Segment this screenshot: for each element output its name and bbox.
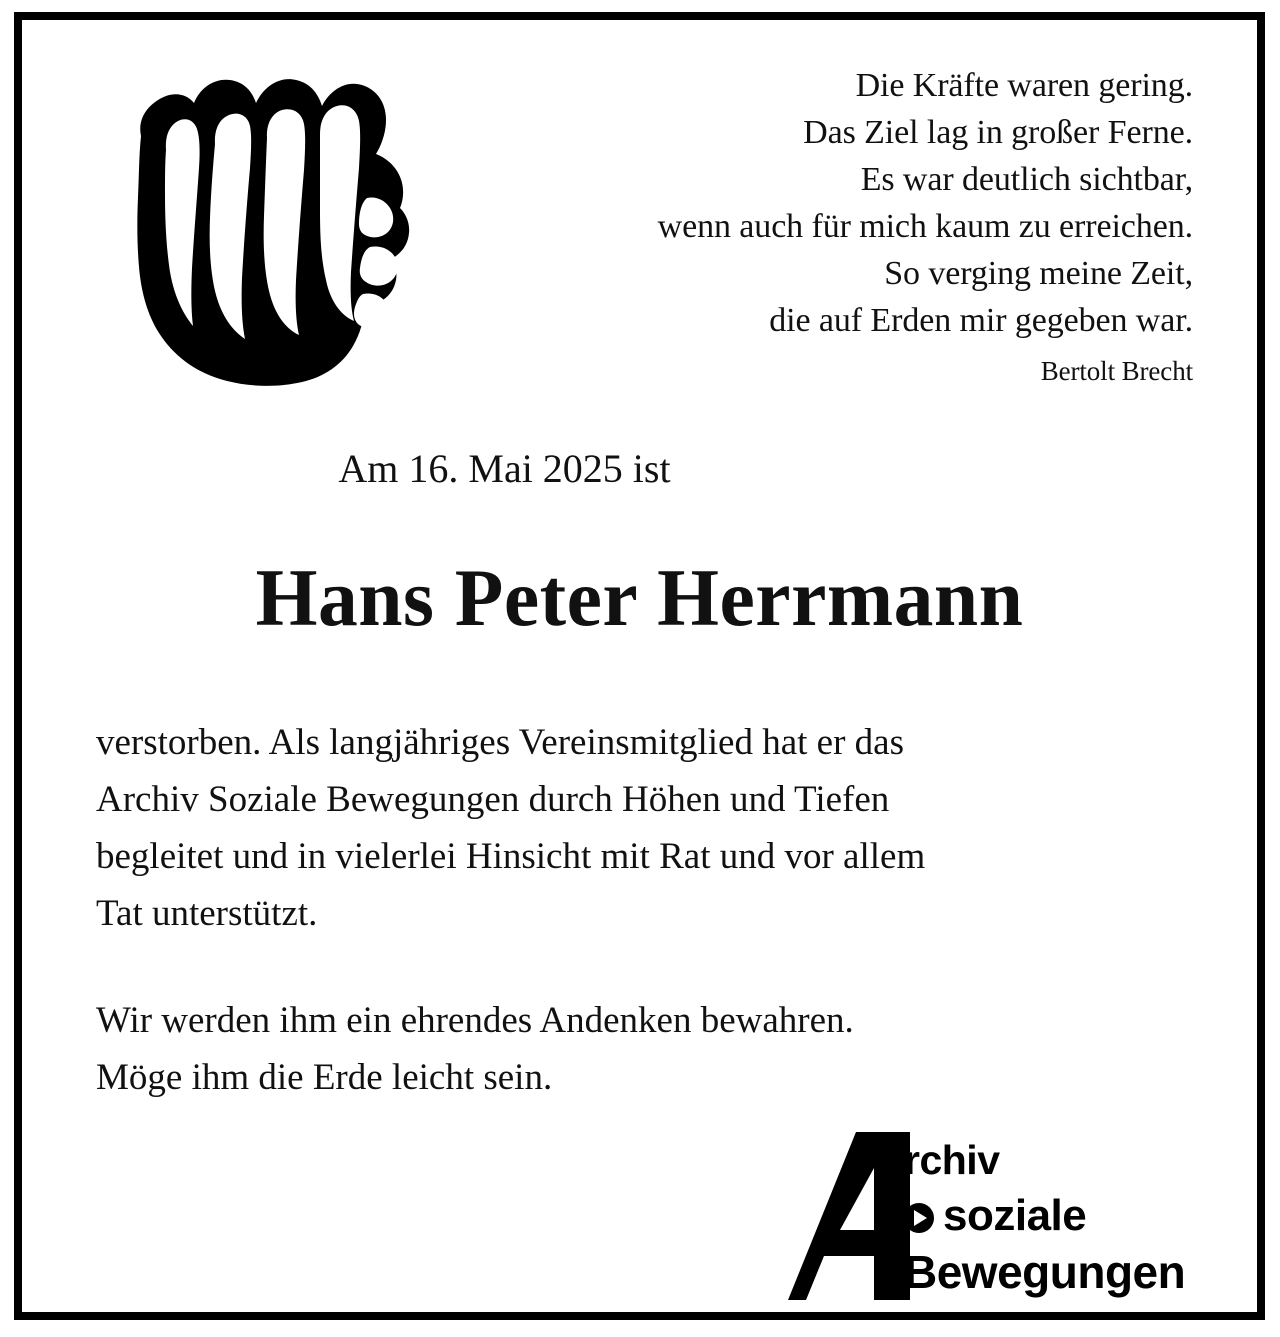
logo-line-soziale: [904, 1188, 1214, 1244]
deceased-name: Hans Peter Herrmann: [255, 552, 1024, 643]
raised-fist-icon: [114, 58, 434, 403]
notice-content: [22, 20, 1257, 1312]
logo-line-archiv: rchiv: [904, 1137, 1000, 1183]
body-line: Tat unterstützt.: [96, 893, 318, 934]
logo-wordmark: [904, 1132, 1214, 1300]
mourning-frame: [14, 12, 1265, 1320]
body-paragraph: [96, 714, 1196, 942]
body-line: Archiv Soziale Bewegungen durch Höhen und Tiefen: [96, 779, 890, 820]
poem-line: Die Kräfte waren gering.: [855, 67, 1193, 104]
logo-letter-a: [788, 1132, 910, 1300]
poem-line: So verging meine Zeit,: [884, 255, 1193, 292]
date-of-death-line: Am 16. Mai 2025 ist: [338, 446, 671, 491]
logo-line-soziale-label: soziale: [943, 1191, 1087, 1240]
body-line: begleitet und in vielerlei Hinsicht mit Rat und vor allem: [96, 836, 926, 877]
play-circle-icon: [904, 1191, 934, 1247]
body-line: Wir werden ihm ein ehrendes Andenken bewahren.: [96, 1000, 854, 1041]
body-line: verstorben. Als langjähriges Vereinsmitglied hat er das: [96, 722, 904, 763]
poem-quote: [493, 62, 1193, 388]
poem-line: wenn auch für mich kaum zu erreichen.: [657, 208, 1193, 245]
body-paragraph: [96, 992, 1196, 1106]
logo-line-bewegungen: Bewegungen: [904, 1246, 1186, 1298]
notice-body: [96, 714, 1196, 1106]
poem-line: die auf Erden mir gegeben war.: [769, 302, 1193, 339]
poem-line: Das Ziel lag in großer Ferne.: [803, 114, 1193, 151]
poem-author: Bertolt Brecht: [1040, 356, 1193, 386]
body-line: Möge ihm die Erde leicht sein.: [96, 1057, 553, 1098]
poem-line: Es war deutlich sichtbar,: [860, 161, 1193, 198]
archiv-soziale-bewegungen-logo: [788, 1132, 1213, 1300]
